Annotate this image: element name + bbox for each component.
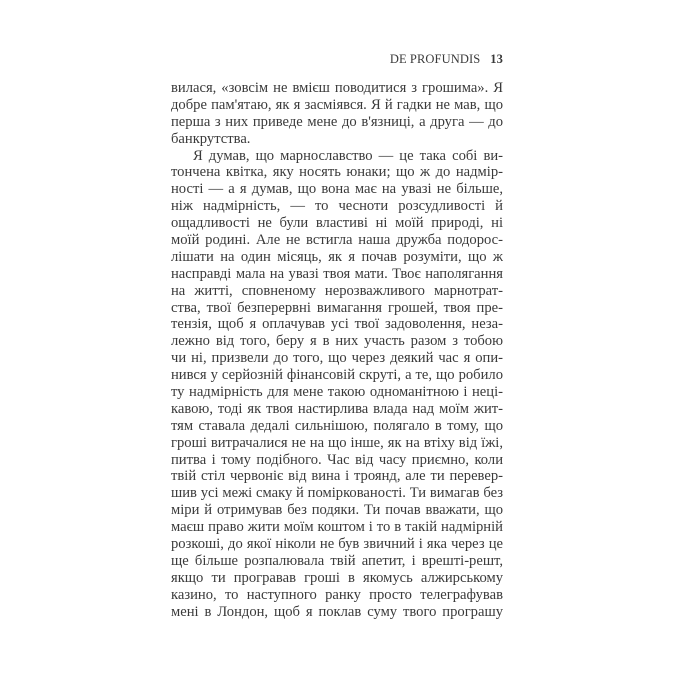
text-line: ства, твої безперервні вимагання грошей, твоя пре-: [171, 299, 503, 316]
text-line: нився у серйозній фінансовій скруті, а те, що робило: [171, 367, 503, 384]
running-head-title: DE PROFUNDIS: [389, 52, 481, 66]
text-line: тончена квітка, яку носять юнаки; що ж до надмір-: [171, 164, 503, 181]
text-line: лішати на один місяць, як я почав розуміти, що ж: [171, 248, 503, 265]
text-line: шив усі межі смаку й поміркованості. Ти вимагав без: [171, 485, 503, 502]
text-line: чи ні, призвели до того, що через деякий час я опи-: [171, 350, 503, 367]
text-line: маєш право жити моїм коштом і то в такій надмірній: [171, 519, 503, 536]
running-head: [171, 51, 503, 67]
text-line: гроші витрачалися не на що інше, як на втіху від їжі,: [171, 434, 503, 451]
page-number: 13: [490, 52, 503, 66]
text-line: тензія, щоб я оплачував усі твої задоволення, неза-: [171, 316, 503, 333]
text-line: моїй родині. Але не встигла наша дружба подорос-: [171, 232, 503, 249]
text-line: казино, то наступного ранку просто телеграфував: [171, 586, 503, 603]
text-line: ощадливості не були властиві ні моїй природі, ні: [171, 215, 503, 232]
text-line: на житті, сповненому нерозважливого марнотрат-: [171, 282, 503, 299]
text-line: мені в Лондон, щоб я поклав суму твого програшу: [171, 603, 503, 620]
text-line: добре пам'ятаю, як я засміявся. Я й гадки не мав, що: [171, 96, 503, 113]
text-line: кавою, тоді як твоя настирлива влада над моїм жит-: [171, 400, 503, 417]
text-line: вилася, «зовсім не вмієш поводитися з грошима». Я: [171, 80, 503, 96]
text-line: якщо ти програвав гроші в якомусь алжирському: [171, 569, 503, 586]
text-line: міри й отримував без подяки. Ти почав вважати, що: [171, 502, 503, 519]
text-line: ту надмірність для мене такою одноманітною і неці-: [171, 384, 503, 401]
text-line: твій стіл червоніє від вина і троянд, але ти перевер-: [171, 468, 503, 485]
text-line: насправді мала на увазі твоя мати. Твоє наполягання: [171, 265, 503, 282]
text-line: Я думав, що марнославство — це така собі ви-: [193, 147, 503, 164]
paragraph-2: [171, 148, 503, 621]
text-line: лежно від того, беру я в них участь разом з тобою: [171, 333, 503, 350]
text-line: банкрутства.: [171, 130, 251, 147]
text-line: ніж надмірність, — то чесноти розсудливості й: [171, 198, 503, 215]
text-line: ності — а я думав, що вона має на увазі не більше,: [171, 181, 503, 198]
text-line: питва і тому подібного. Час від часу приємно, коли: [171, 451, 503, 468]
text-line: ще більше розпалювала твій апетит, і врешті-решт,: [171, 552, 503, 569]
text-line: тям ставала дедалі сильнішою, полягало в тому, що: [171, 417, 503, 434]
body-text: [171, 80, 503, 621]
paragraph-1: [171, 80, 503, 148]
text-line: перша з них приведе мене до в'язниці, а друга — до: [171, 113, 503, 130]
text-line: розкоші, до якої ніколи не був звичний і яка через це: [171, 536, 503, 553]
